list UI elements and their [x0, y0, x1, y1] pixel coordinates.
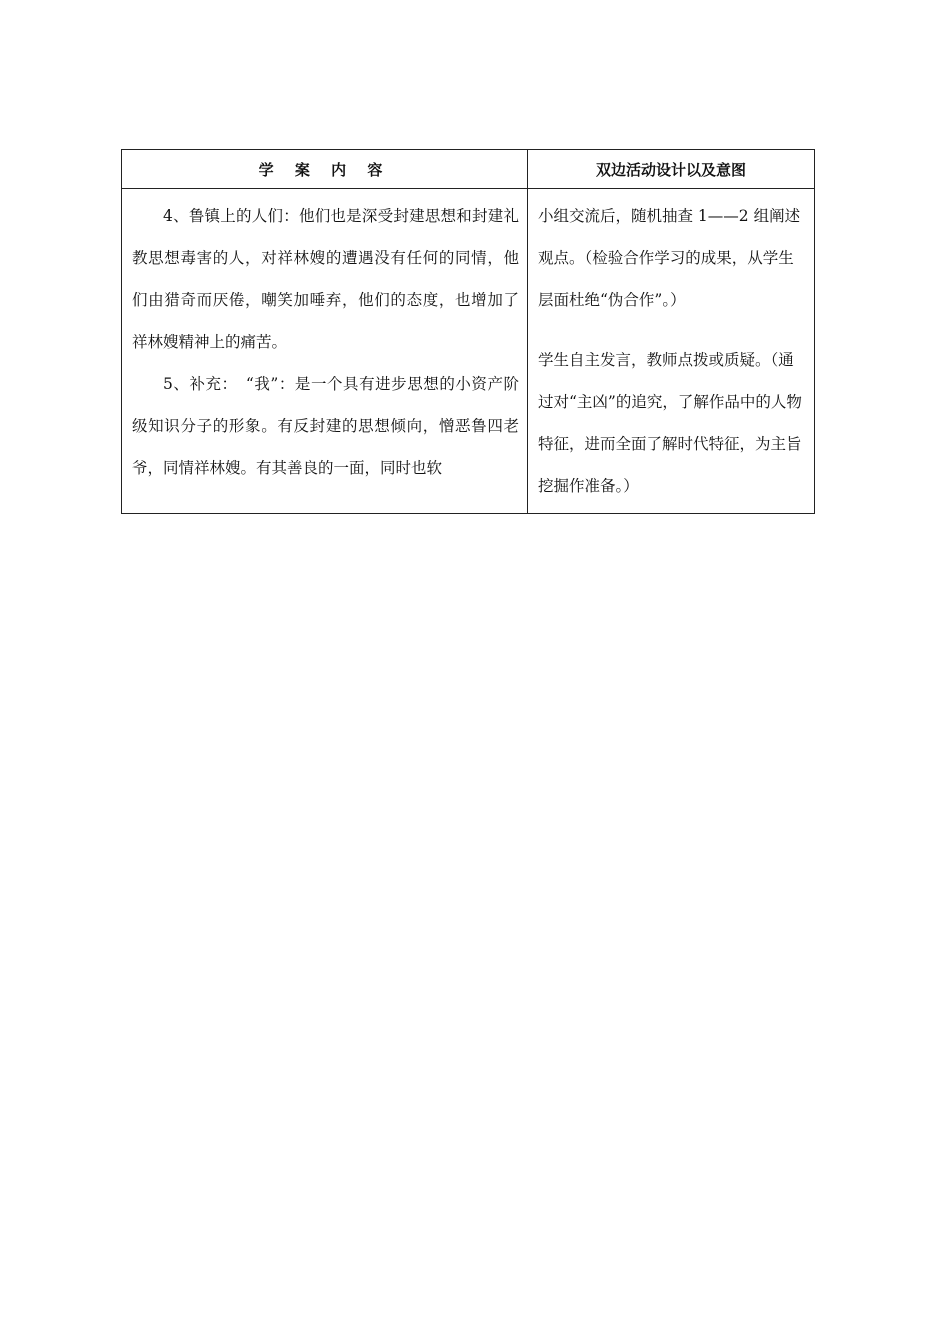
- paragraph-group-exchange: 小组交流后，随机抽查 1——2 组阐述观点。（检验合作学习的成果，从学生层面杜绝“伪合作”。）: [538, 207, 801, 309]
- header-activity-design: 双边活动设计以及意图: [528, 150, 815, 189]
- table-header-row: [122, 150, 815, 189]
- lesson-table: [121, 149, 815, 514]
- paragraph-student-speech: 学生自主发言，教师点拨或质疑。（通过对“主凶”的追究，了解作品中的人物特征，进而全面了解时代特征，为主旨挖掘作准备。）: [538, 351, 802, 495]
- paragraph-townspeople: 4、鲁镇上的人们：他们也是深受封建思想和封建礼教思想毒害的人，对祥林嫂的遭遇没有任何的同情，他们由猎奇而厌倦，嘲笑加唾弃，他们的态度，也增加了祥林嫂精神上的痛苦。: [132, 207, 519, 351]
- header-lesson-content: 学 案 内 容: [122, 150, 528, 189]
- activity-design-cell: [528, 189, 815, 514]
- paragraph-narrator: 5、补充： “我”：是一个具有进步思想的小资产阶级知识分子的形象。有反封建的思想倾向，憎恶鲁四老爷，同情祥林嫂。有其善良的一面，同时也软: [132, 375, 519, 477]
- table-row: [122, 189, 815, 514]
- lesson-content-cell: [122, 189, 528, 514]
